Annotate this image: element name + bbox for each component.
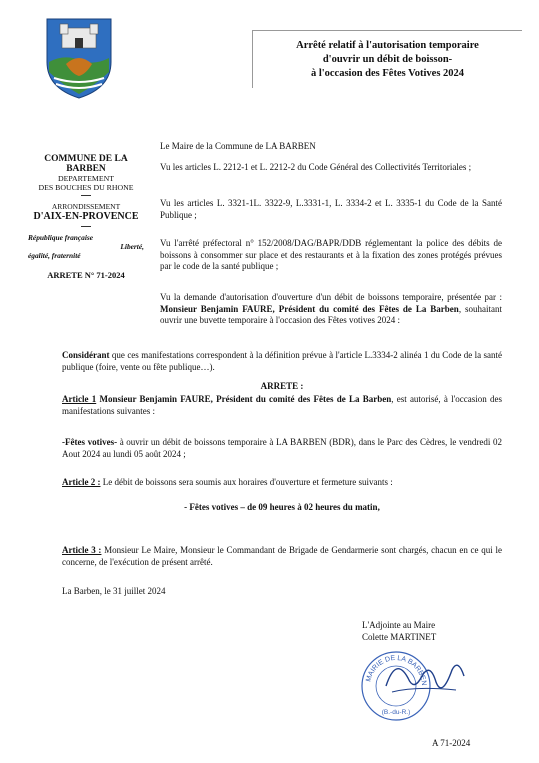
document-reference: A 71-2024 bbox=[432, 738, 471, 748]
article-3: Article 3 : Monsieur Le Maire, Monsieur le Commandant de Brigade de Gendarmerie sont chargés, chacun en ce qui le concerne, de l'exécution de présent arrêté. bbox=[62, 545, 502, 567]
title-line-1: Arrêté relatif à l'autorisation temporaire bbox=[296, 40, 479, 51]
horaires-line: - Fêtes votives – de 09 heures à 02 heures du matin, bbox=[184, 502, 380, 512]
arrondissement-label: ARRONDISSEMENT bbox=[51, 202, 121, 211]
signatory-role: L'Adjointe au Maire bbox=[362, 620, 436, 630]
vu-paragraph-3: Vu l'arrêté préfectoral n° 152/2008/DAG/BAPR/DDB réglementant la police des débits de boissons à consommer sur place et des restaurants et à la fixation des zones protégés prévues par le code de la santé publique ; bbox=[160, 238, 502, 271]
title-line-2: d'ouvrir un débit de boisson- bbox=[322, 54, 453, 65]
departement-label: DEPARTEMENT bbox=[58, 174, 114, 183]
considerant-paragraph: Considérant que ces manifestations correspondent à la définition prévue à l'article L.3334-2 alinéa 1 du Code de la santé publique (foire, vente ou fête publique…). bbox=[62, 350, 502, 372]
fetes-votives-paragraph: -Fêtes votives- à ouvrir un débit de boissons temporaire à LA BARBEN (BDR), dans le Parc des Cèdres, le vendredi 02 Aout 2024 au lundi 05 août 2024 ; bbox=[62, 437, 503, 459]
arrete-number: ARRETE N° 71-2024 bbox=[47, 270, 125, 280]
vu-paragraph-2: Vu les articles L. 3321-1L. 3322-9, L.3331-1, L. 3334-2 et L. 3335-1 du Code de la Santé Publique ; bbox=[160, 198, 502, 220]
signature-block bbox=[362, 620, 436, 643]
article-2: Article 2 : Le débit de boissons sera soumis aux horaires d'ouverture et fermeture suivants : bbox=[62, 477, 393, 487]
commune-name-line1: COMMUNE DE LA bbox=[44, 154, 128, 164]
arrete-heading: ARRETE : bbox=[260, 381, 304, 391]
arrondissement-name: D'AIX-EN-PROVENCE bbox=[33, 211, 139, 222]
stamp-text-bottom: (B.-du-R.) bbox=[381, 709, 411, 716]
egalite-motto: égalité, fraternité bbox=[28, 251, 81, 260]
liberte-motto: Liberté, bbox=[120, 242, 144, 251]
vu-paragraph-1: Vu les articles L. 2212-1 et L. 2212-2 du Code Général des Collectivités Territoriales ; bbox=[160, 162, 472, 172]
republique-motto: République française bbox=[28, 233, 94, 242]
document-title-box bbox=[252, 30, 522, 88]
mairie-stamp bbox=[356, 646, 476, 726]
commune-name-line2: BARBEN bbox=[66, 164, 106, 174]
date-line: La Barben, le 31 juillet 2024 bbox=[62, 586, 166, 596]
vu-paragraph-4: Vu la demande d'autorisation d'ouverture d'un débit de boissons temporaire, présentée par : Monsieur Benjamin FAURE, Président du comité des Fêtes de La Barben, souhaitant ouvrir une buvette temporaire à l'occasion des Fêtes votives 2024 : bbox=[160, 292, 502, 325]
maire-intro: Le Maire de la Commune de LA BARBEN bbox=[160, 141, 316, 151]
title-line-3: à l'occasion des Fêtes Votives 2024 bbox=[310, 68, 465, 79]
divider bbox=[81, 226, 91, 227]
signatory-name: Colette MARTINET bbox=[362, 631, 437, 642]
divider bbox=[81, 195, 91, 196]
departement-name: DES BOUCHES DU RHONE bbox=[38, 183, 134, 192]
coat-of-arms-logo bbox=[44, 16, 114, 100]
signature-underline bbox=[392, 688, 456, 692]
stamp-text-top: MAIRIE DE LA BARBEN bbox=[365, 654, 428, 686]
commune-sidebar bbox=[22, 154, 150, 280]
article-1: Article 1 Monsieur Benjamin FAURE, Président du comité des Fêtes de La Barben, est autorisé, à l'occasion des manifestations suivantes : bbox=[62, 394, 502, 416]
